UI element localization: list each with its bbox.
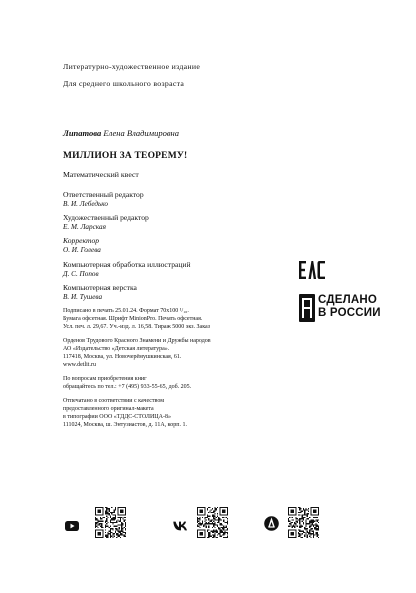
- edition-type: Литературно-художественное издание: [63, 62, 201, 71]
- youtube-icon[interactable]: [65, 518, 79, 528]
- credit-name: Д. С. Попов: [63, 270, 99, 278]
- publisher-line: АО «Издательство «Детская литература».: [63, 346, 170, 352]
- age-group: Для среднего школьного возраста: [63, 79, 185, 88]
- vk-icon[interactable]: [173, 518, 188, 528]
- publisher-website: www.detlit.ru: [63, 362, 96, 368]
- inquiries-phone: обращайтесь по тел.: +7 (495) 933-55-65, доб. 205.: [63, 384, 192, 390]
- book-subtitle: Математический квест: [63, 170, 139, 179]
- made-in-russia-badge-icon: [299, 294, 315, 322]
- website-qr-code[interactable]: [288, 507, 319, 538]
- made-in-russia-line2: В РОССИИ: [318, 307, 381, 319]
- credit-role: Ответственный редактор: [63, 190, 144, 199]
- credit-role: Компьютерная обработка иллюстраций: [63, 260, 191, 269]
- imprint-line: Подписано в печать 25.01.24. Формат 70x100 ¹/₁₆.: [63, 308, 189, 314]
- printing-line: предоставленного оригинал-макета: [63, 406, 154, 412]
- credit-role: Корректор: [63, 236, 100, 245]
- vk-qr-code[interactable]: [197, 507, 228, 538]
- detlit-logo-icon[interactable]: [264, 516, 279, 531]
- credit-name: В. И. Тушева: [63, 293, 103, 301]
- credit-name: В. И. Лебедько: [63, 200, 108, 208]
- printing-line: в типографии ООО «ТДДС-СТОЛИЦА-8»: [63, 414, 171, 420]
- imprint-line: Бумага офсетная. Шрифт MinionPro. Печать офсетная.: [63, 316, 203, 322]
- imprint-line: Усл. печ. л. 29,67. Уч.-изд. л. 16,58. Тираж 5000 экз. Заказ: [63, 324, 211, 330]
- printing-address: 111024, Москва, ш. Энтузиастов, д. 11А, корп. 1.: [63, 422, 187, 428]
- credit-name: Е. М. Ларская: [63, 223, 106, 231]
- author-surname: Липатова: [63, 128, 102, 138]
- made-in-russia-line1: СДЕЛАНО: [318, 294, 378, 306]
- credit-role: Компьютерная верстка: [63, 283, 137, 292]
- credit-name: О. И. Голева: [63, 246, 101, 254]
- youtube-qr-code[interactable]: [95, 507, 126, 538]
- publisher-line: Орденов Трудового Красного Знамени и Дружбы народов: [63, 338, 211, 344]
- inquiries-line: По вопросам приобретения книг: [63, 376, 147, 382]
- author: [63, 128, 179, 138]
- book-title: МИЛЛИОН ЗА ТЕОРЕМУ!: [63, 151, 188, 161]
- eac-mark-icon: [299, 261, 325, 279]
- publisher-address: 117418, Москва, ул. Новочерёмушкинская, 61.: [63, 354, 182, 360]
- credit-role: Художественный редактор: [63, 213, 149, 222]
- printing-line: Отпечатано в соответствии с качеством: [63, 398, 165, 404]
- author-given-names: Елена Владимировна: [103, 128, 180, 138]
